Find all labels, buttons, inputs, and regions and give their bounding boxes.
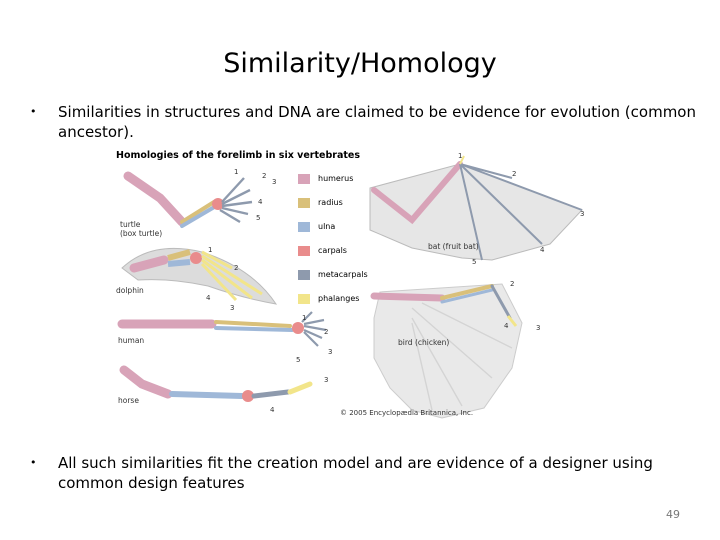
label-bird: bird (chicken) xyxy=(398,338,450,347)
svg-text:2: 2 xyxy=(510,280,515,288)
label-bat: bat (fruit bat) xyxy=(428,242,479,251)
svg-text:4: 4 xyxy=(270,406,275,414)
svg-text:1: 1 xyxy=(458,152,463,160)
svg-text:2: 2 xyxy=(234,264,239,272)
svg-text:4: 4 xyxy=(540,246,545,254)
svg-text:3: 3 xyxy=(230,304,235,312)
bullet-marker: • xyxy=(30,105,37,118)
label-horse: horse xyxy=(118,396,139,405)
svg-text:5: 5 xyxy=(256,214,261,222)
svg-text:4: 4 xyxy=(206,294,211,302)
label-dolphin: dolphin xyxy=(116,286,144,295)
legend-swatch xyxy=(298,198,310,208)
svg-text:1: 1 xyxy=(208,246,213,254)
svg-text:3: 3 xyxy=(272,178,277,186)
svg-text:5: 5 xyxy=(296,356,301,364)
bullet-text: All such similarities fit the creation model and are evidence of a designer using common design features xyxy=(58,454,653,492)
bullet-text: Similarities in structures and DNA are claimed to be evidence for evolution (common ancestor). xyxy=(58,103,696,141)
svg-text:2: 2 xyxy=(324,328,329,336)
legend-swatch xyxy=(298,222,310,232)
bullet-marker: • xyxy=(30,456,37,469)
svg-text:3: 3 xyxy=(324,376,329,384)
forelimb-homology-figure: Homologies of the forelimb in six vertebrates 1 2 3 4 5 1 2 4 3 1 2 3 5 3 4 1 2 3 4 5 2 4 3 humerus radius ulna carpals metacarpals phalanges turtle (box turtle) dolphin human horse bat (fruit bat) bird (chicken) © 2005 Encyclopædia Britannica, Inc. xyxy=(112,148,590,422)
legend-swatch xyxy=(298,174,310,184)
figure-title: Homologies of the forelimb in six vertebrates xyxy=(116,150,360,161)
digit-label: 1 xyxy=(234,168,239,176)
svg-text:3: 3 xyxy=(328,348,333,356)
copyright-notice: © 2005 Encyclopædia Britannica, Inc. xyxy=(340,409,474,417)
svg-text:2: 2 xyxy=(262,172,267,180)
forelimb-illustration xyxy=(112,148,590,422)
slide-title: Similarity/Homology xyxy=(223,48,497,79)
legend-swatch xyxy=(298,270,310,280)
svg-text:1: 1 xyxy=(302,314,307,322)
svg-text:3: 3 xyxy=(580,210,585,218)
page-number: 49 xyxy=(666,508,680,521)
label-turtle: turtle (box turtle) xyxy=(120,220,163,238)
svg-text:3: 3 xyxy=(536,324,541,332)
svg-text:4: 4 xyxy=(504,322,509,330)
legend-swatch xyxy=(298,246,310,256)
svg-text:5: 5 xyxy=(472,258,477,266)
svg-text:2: 2 xyxy=(512,170,517,178)
legend-swatch xyxy=(298,294,310,304)
svg-text:4: 4 xyxy=(258,198,263,206)
label-human: human xyxy=(118,336,145,345)
